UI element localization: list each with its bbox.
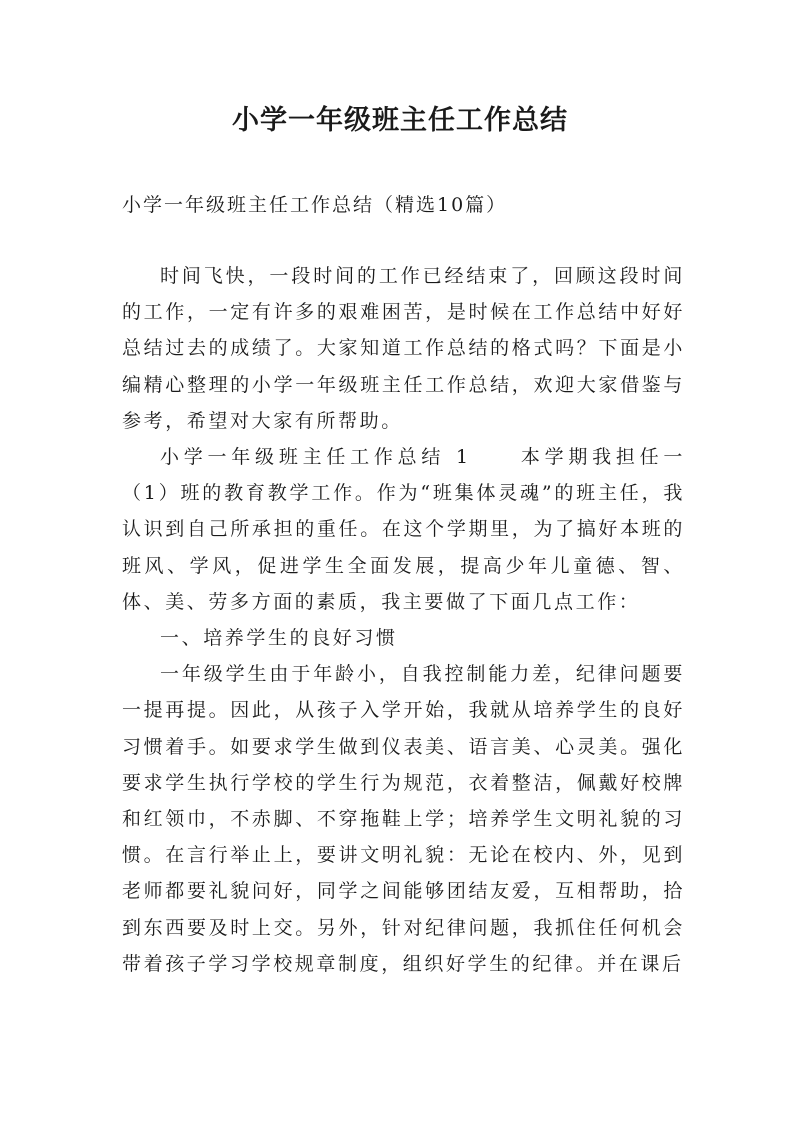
section-heading: 一、培养学生的良好习惯: [160, 627, 398, 650]
section-1-text: 本学期我担任一（1）班的教育教学工作。作为“班集体灵魂”的班主任，我认识到自己所承担的重任。在这个学期里，为了搞好本班的班风、学风，促进学生全面发展，提高少年儿童德、智、体、美、劳多方面的素质，我主要做了下面几点工作：: [122, 446, 685, 613]
document-subtitle: 小学一年级班主任工作总结（精选10篇）: [122, 194, 508, 216]
body-paragraph: 一年级学生由于年龄小，自我控制能力差，纪律问题要一提再提。因此，从孩子入学开始，我就从培养学生的良好习惯着手。如要求学生做到仪表美、语言美、心灵美。强化要求学生执行学校的学生行为规范，衣着整洁，佩戴好校牌和红领巾，不赤脚、不穿拖鞋上学；培养学生文明礼貌的习惯。在言行举止上，要讲文明礼貌：无论在校内、外，见到老师都要礼貌问好，同学之间能够团结友爱，互相帮助，拾到东西要及时上交。另外，针对纪律问题，我抓住任何机会带着孩子学习学校规章制度，组织好学生的纪律。并在课后: [122, 663, 685, 975]
intro-paragraph: 时间飞快，一段时间的工作已经结束了，回顾这段时间的工作，一定有许多的艰难困苦，是时候在工作总结中好好总结过去的成绩了。大家知道工作总结的格式吗？下面是小编精心整理的小学一年级班主任工作总结，欢迎大家借鉴与参考，希望对大家有所帮助。: [122, 265, 685, 432]
document-title: 小学一年级班主任工作总结: [232, 105, 568, 136]
section-1-paragraph: [122, 439, 685, 620]
document-body: [122, 258, 685, 982]
section-1-label: 小学一年级班主任工作总结 1: [160, 446, 471, 469]
